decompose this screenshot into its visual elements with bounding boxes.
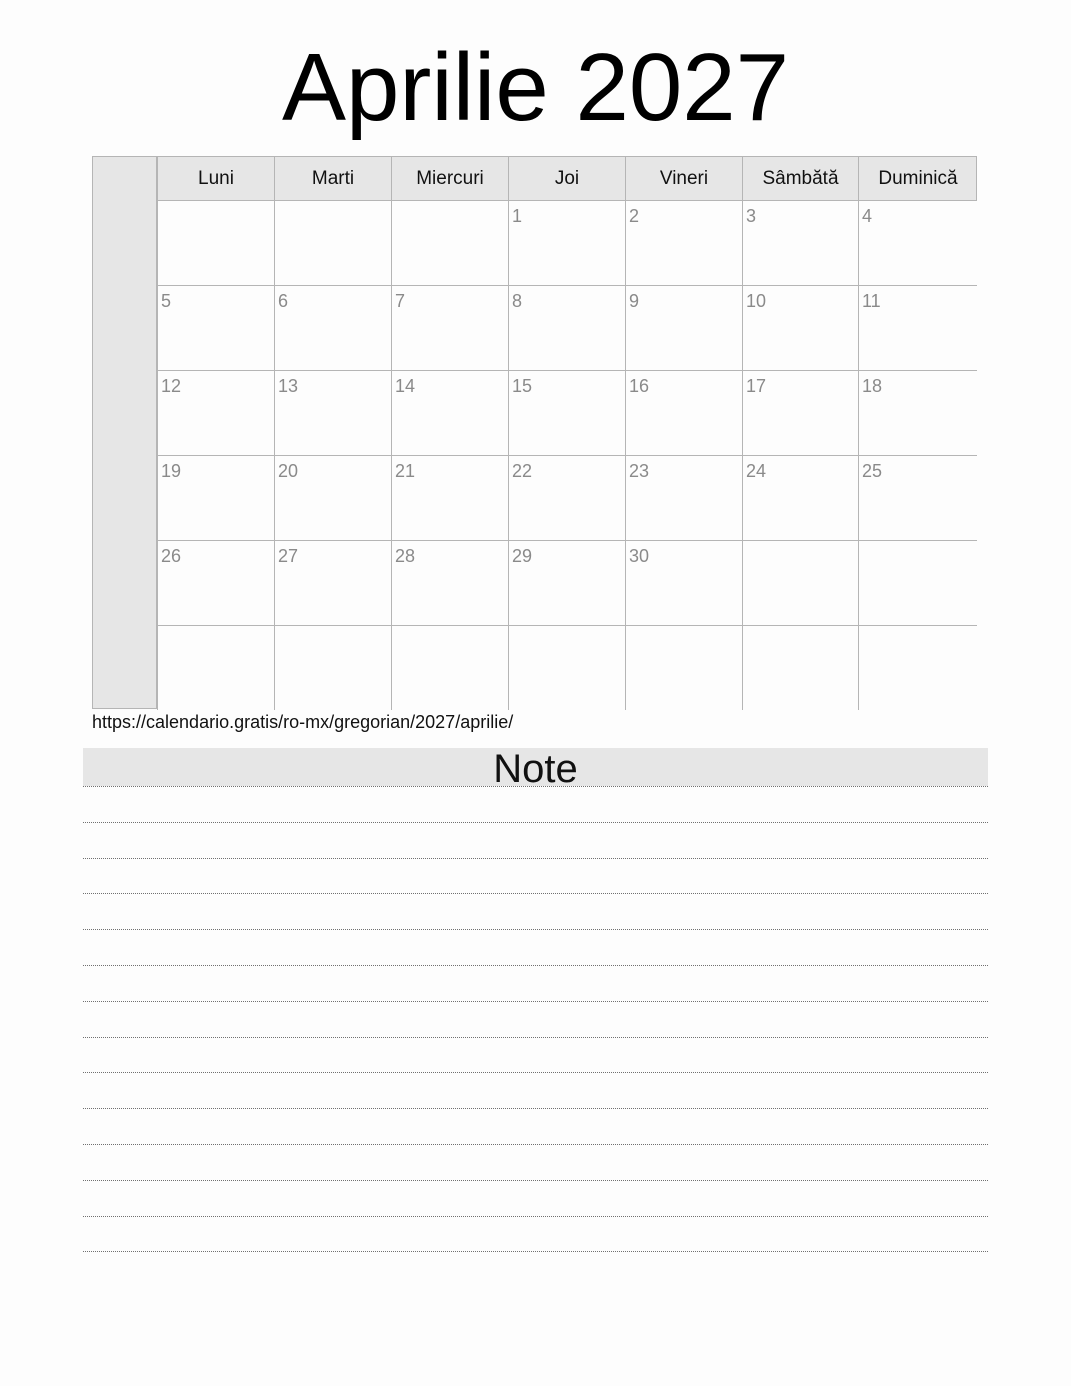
- day-cell: [508, 285, 625, 370]
- note-line: [83, 1001, 988, 1002]
- day-cell: [157, 540, 274, 625]
- day-cell: [391, 540, 508, 625]
- day-number: 29: [512, 546, 533, 566]
- day-number: 15: [512, 376, 533, 396]
- day-cell: [742, 625, 858, 710]
- day-cell: [858, 370, 977, 455]
- day-number: 7: [395, 291, 406, 311]
- day-number: 8: [512, 291, 523, 311]
- day-cell: [274, 200, 391, 285]
- day-cell: [508, 455, 625, 540]
- day-cell: [625, 540, 742, 625]
- note-line: [83, 858, 988, 859]
- day-cell: [274, 370, 391, 455]
- weekday-header-cell: Joi: [508, 157, 625, 200]
- day-cell: [157, 370, 274, 455]
- note-line: [83, 893, 988, 894]
- day-number: 18: [862, 376, 883, 396]
- day-number: 25: [862, 461, 883, 481]
- calendar-grid: [157, 200, 977, 710]
- day-cell: [858, 200, 977, 285]
- day-number: 11: [862, 291, 881, 311]
- day-number: 17: [746, 376, 767, 396]
- day-number: 5: [161, 291, 172, 311]
- day-number: 26: [161, 546, 182, 566]
- day-cell: [625, 370, 742, 455]
- day-cell: [625, 455, 742, 540]
- note-line: [83, 929, 988, 930]
- day-cell: [391, 285, 508, 370]
- day-number: 20: [278, 461, 299, 481]
- day-cell: [274, 625, 391, 710]
- weekday-header-row: [157, 156, 977, 200]
- note-line: [83, 786, 988, 787]
- day-cell: [157, 625, 274, 710]
- day-cell: [742, 200, 858, 285]
- weekday-header-cell: Sâmbătă: [742, 157, 858, 200]
- day-cell: [274, 285, 391, 370]
- day-number: 14: [395, 376, 416, 396]
- day-cell: [391, 200, 508, 285]
- note-line: [83, 1216, 988, 1217]
- day-number: 23: [629, 461, 650, 481]
- source-url: https://calendario.gratis/ro-mx/gregorian/2027/aprilie/: [92, 712, 514, 732]
- day-cell: [508, 370, 625, 455]
- day-number: 1: [512, 206, 523, 226]
- day-number: 13: [278, 376, 299, 396]
- day-cell: [858, 285, 977, 370]
- day-cell: [508, 540, 625, 625]
- day-cell: [742, 285, 858, 370]
- day-number: 21: [395, 461, 416, 481]
- day-cell: [391, 370, 508, 455]
- day-number: 28: [395, 546, 416, 566]
- weekday-header-cell: Luni: [157, 157, 274, 200]
- day-number: 3: [746, 206, 757, 226]
- weekday-header-cell: Marti: [274, 157, 391, 200]
- day-cell: [742, 455, 858, 540]
- day-cell: [742, 370, 858, 455]
- day-number: 9: [629, 291, 640, 311]
- day-cell: [391, 455, 508, 540]
- day-cell: [157, 200, 274, 285]
- weekday-header-cell: Vineri: [625, 157, 742, 200]
- day-cell: [274, 455, 391, 540]
- day-cell: [858, 540, 977, 625]
- note-line: [83, 1037, 988, 1038]
- note-line: [83, 1251, 988, 1252]
- note-line: [83, 1144, 988, 1145]
- day-number: 10: [746, 291, 767, 311]
- day-cell: [157, 285, 274, 370]
- day-number: 12: [161, 376, 182, 396]
- weekday-header-cell: Miercuri: [391, 157, 508, 200]
- day-number: 27: [278, 546, 299, 566]
- day-cell: [508, 200, 625, 285]
- day-cell: [625, 285, 742, 370]
- day-number: 16: [629, 376, 650, 396]
- day-cell: [625, 200, 742, 285]
- day-cell: [625, 625, 742, 710]
- note-line: [83, 965, 988, 966]
- note-line: [83, 822, 988, 823]
- week-number-column: [92, 156, 157, 709]
- notes-title: Note: [493, 747, 578, 791]
- day-cell: [508, 625, 625, 710]
- day-number: 30: [629, 546, 650, 566]
- note-line: [83, 1180, 988, 1181]
- day-cell: [742, 540, 858, 625]
- day-number: 2: [629, 206, 640, 226]
- day-cell: [858, 455, 977, 540]
- day-cell: [274, 540, 391, 625]
- day-number: 19: [161, 461, 182, 481]
- day-number: 4: [862, 206, 873, 226]
- note-line: [83, 1072, 988, 1073]
- day-number: 6: [278, 291, 289, 311]
- day-number: 24: [746, 461, 767, 481]
- day-number: 22: [512, 461, 533, 481]
- day-cell: [858, 625, 977, 710]
- day-cell: [391, 625, 508, 710]
- weekday-header-cell: Duminică: [858, 157, 977, 200]
- page-title: Aprilie 2027: [282, 34, 789, 141]
- day-cell: [157, 455, 274, 540]
- note-line: [83, 1108, 988, 1109]
